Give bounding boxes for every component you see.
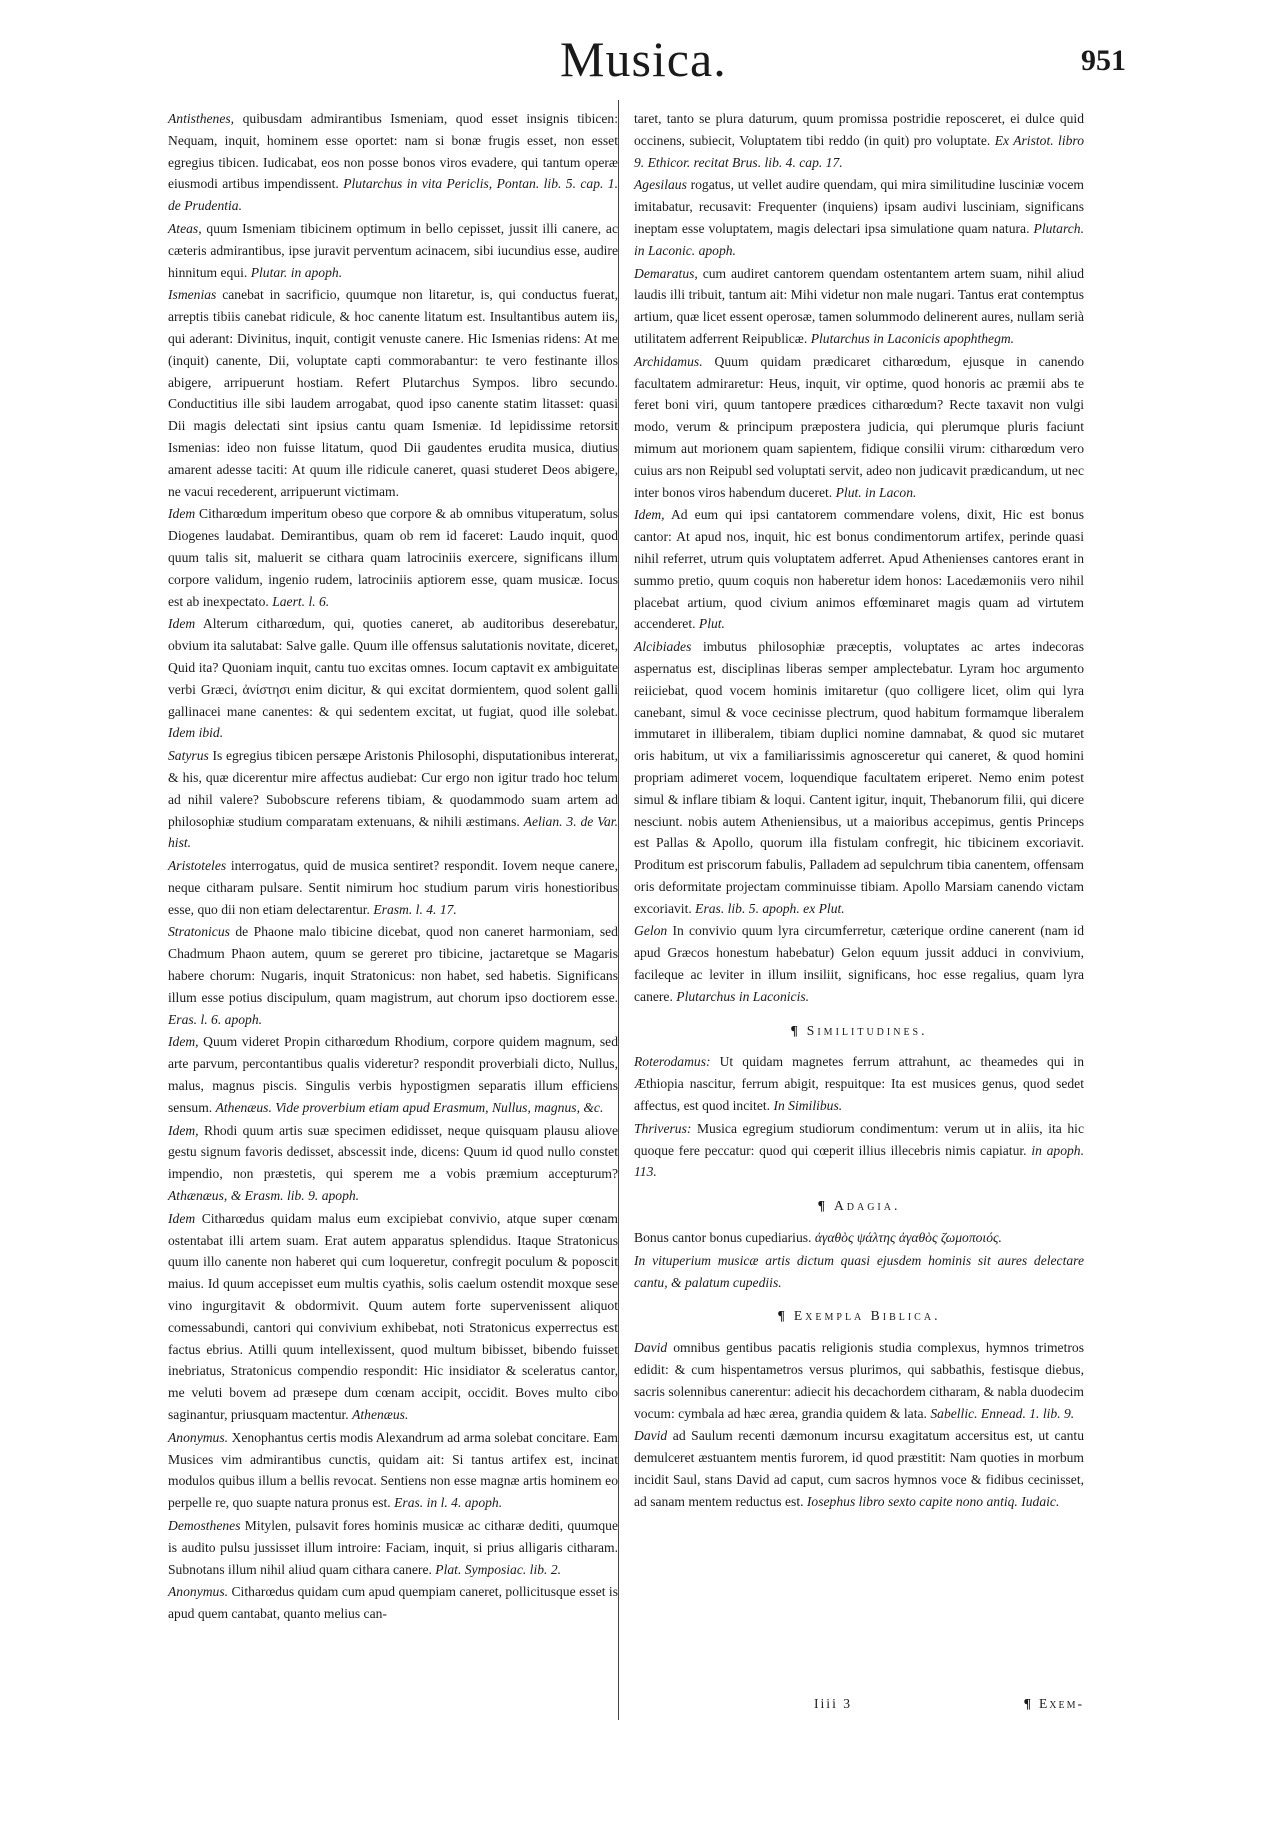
entry (634, 1425, 1084, 1512)
entry-text: Mitylen, pulsavit fores hominis musicæ ac citharæ dediti, quumque is audito pulsu jussisset illum introire: Faciam, inquit, si prius alligaris citharam. Subnotans illum nihil aliud quam cithara canere. (168, 1518, 618, 1577)
entry-name: Anonymus. (168, 1584, 229, 1600)
entry-text: Citharœdum imperitum obeso que corpore & ab omnibus vituperatum, solus Diogenes laudabat. Demirantibus, quam ob rem id faceret: Laudo inquit, quod quum talis sit, maluerit se cithara quam latrociniis exercere, significans illum corpore validum, ingenio rudem, latrociniis aptiorem esse, quam musicæ. Iocus est ab inexpectato. (168, 506, 618, 609)
entry-citation: in apoph. 113. (634, 1142, 1085, 1180)
entry (634, 920, 1084, 1007)
entry-text: imbutus philosophiæ præceptis, voluptates ac artes indecoras aspernatus est, disciplinas liberas semper amplectebatur. Lyram hoc argumento reiiciebat, quod vocem hominis imitaretur (quo colligere licet, olim qui lyra canebant, simul & voce cecinisse plectrum, quod habitum formamque liberalem immutaret in illiberalem, tibiam duplici nomine damnabat, & quod sic mutaret oris habitum, ut vix a familiarissimis agnosceretur qui caneret, & quod homini propriam adimeret vocem, loquendique facultatem eriperet. Nemo enim potest simul & inflare tibiam & loqui. Cantent igitur, inquit, Thebanorum filii, qui dicere nesciunt. nobis autem Atheniensibus, ut a maioribus accepimus, gentis Princeps est Pallas & Apollo, quorum illa fistulam confregit, hic tibicinem excoriavit. Proditum est priscorum fabulis, Palladem ad sepulchrum tibia canentem, offensam oris deformitate projectam comminuisse tibiam. Apollo Marsiam canendo victam excoriavit. (634, 639, 1084, 916)
entry-citation: Eras. lib. 5. apoph. ex Plut. (695, 900, 845, 916)
entry-name: Demosthenes (168, 1518, 241, 1533)
entry-citation: Ex Aristot. libro 9. Ethicor. recitat Brus. lib. 4. cap. 17. (634, 132, 1084, 170)
entry-text: Quum videret Propin citharœdum Rhodium, corpore quidem magnum, sed arte parvum, percontantibus qualis videretur? respondit proverbiali dicto, Nullus, malus, magnus piscis. Singulis verbis hypostigmen separatis illum efficiens sensum. (168, 1034, 618, 1115)
entry (168, 108, 618, 217)
entry (168, 745, 618, 854)
entry (634, 636, 1084, 919)
entry-text: Xenophantus certis modis Alexandrum ad arma solebat concitare. Eam Musices vim admirantibus cunctis, quidam ait: Si tantus artifex est, incinat modulos quibus illum a bellis revocat. Sentiens non esse magnæ artis hominem eo perpelle re, quo suapte natura pronus est. (168, 1429, 618, 1511)
catchword: ¶ Exem- (1023, 1696, 1084, 1711)
entry-citation: Eras. l. 6. apoph. (168, 1011, 263, 1027)
section-heading-adagia: ¶ Adagia. (817, 1198, 901, 1214)
entry (168, 1515, 618, 1580)
entry (634, 108, 1084, 173)
column-divider (618, 100, 619, 1720)
entry (168, 1120, 618, 1207)
pilcrow-icon: ¶ (817, 1198, 828, 1214)
entry-text: cum audiret cantorem quendam ostentantem artem suam, nihil aliud laudis illi tribuit, tantum ait: Mihi videtur non male nugari. Tantus erat contemptus artium, quæ licet essent operosæ, tamen solummodo delinerent aures, nullam serià utilitatem adferrent Reipublicæ. (634, 265, 1084, 346)
page-number: 951 (1081, 44, 1126, 77)
section-heading-exempla: ¶ Exempla Biblica. (777, 1308, 941, 1324)
entry (168, 1031, 618, 1118)
entry-text: Citharœdus quidam cum apud quempiam caneret, pollicitusque esset is apud quem cantabat, quanto melius can- (168, 1584, 619, 1622)
entry-name: David (634, 1428, 668, 1444)
entry-name: Satyrus (168, 748, 209, 764)
entry-text: Citharœdus quidam malus eum excipiebat convivio, atque super cœnam ostentabat illi artem suam. Erat autem apparatus splendidus. Itaque Stratonicus quum illo canente non haberet qui cum loqueretur, confregit poculum & poposcit maius. Id quum accepisset eum multis cyathis, solis caelum ostendit moxque sese vino ingurgitavit & obdormivit. Quum autem forte supervenissent aliquot comessabundi, cantori qui convivium exhibebat, noti Stratonicus experrectus est factus ebrius. Atilli quum intellexissent, quod multum bibisset, bibendo fuisset inebriatus, Stratonicus compendio respondit: Hic insidiator & sceleratus cantor, me veluti bovem ad præsepe dum cœnam accipit, occidit. Boves multo cibo saginantur, priusquam mactentur. (168, 1210, 618, 1423)
entry-citation: Plutarchus in vita Periclis, Pontan. lib. 5. cap. 1. de Prudentia. (168, 176, 618, 214)
entry-text: Musica egregium studiorum condimentum: verum ut in aliis, ita hic quoque fere peccatur: quod qui cœperit illius illecebris nimis capiatur. (634, 1120, 1084, 1158)
entry-citation: Athenæus. Vide proverbium etiam apud Erasmum, Nullus, magnus, &c. (215, 1099, 604, 1115)
entry-text: In convivio quum lyra circumferretur, cæterique ordine canerent (nam id apud Græcos honestum habebatur) Gelon equum jussit adduci in convivium, facileque ac leviter in illum insiliit, significans, hoc esse regalius, quam lyra canere. (634, 923, 1084, 1004)
entry-text: Ut quidam magnetes ferrum attrahunt, ac theamedes qui in Æthiopia nascitur, ferrum abigit, respuitque: Ita est musices genus, quod sedet affectus, est quod incitet. (634, 1054, 1084, 1114)
entry-citation: Idem ibid. (168, 725, 224, 741)
entry-citation: Erasm. l. 4. 17. (373, 901, 457, 917)
entry-citation: Sabellic. Ennead. 1. lib. 9. (930, 1405, 1075, 1421)
entry-citation: Athænæus, & Erasm. lib. 9. apoph. (168, 1188, 360, 1204)
entry-citation: Plutarchus in Laconicis. (676, 988, 810, 1004)
entry (168, 1208, 618, 1426)
entry-citation: Iosephus libro sexto capite nono antiq. Iudaic. (806, 1493, 1060, 1509)
entry-name: Idem, (634, 507, 665, 523)
entry-name: Archidamus. (634, 353, 703, 369)
entry-text: quum Ismeniam tibicinem optimum in bello cepisset, jussit illi canere, ac cæteris admirantibus, ipse juravit perventum acinacem, sibi iucundius esse, audire hinnitum equi. (168, 220, 618, 280)
entry-name: Idem (168, 506, 196, 522)
entry-name: Demaratus, (634, 265, 698, 281)
running-title: Musica. (560, 31, 727, 87)
right-column-entries (634, 108, 1084, 1008)
entry-name: Stratonicus (168, 924, 230, 940)
entry-text: Ad eum qui ipsi cantatorem commendare volens, dixit, Hic est bonus cantor: At apud nos, inquit, hic est bonus condimentorum artifex, perinde quasi nihil referret, utrum quis voluptatem adferret. Apud Athenienses cantores erant in summo pretio, quum coquis non haberetur idem honos: Lacedæmoniis vero nihil placebat artium, quod civium animos effœminaret magis quam ad virtutem accenderet. (634, 507, 1084, 632)
entry-text: canebat in sacrificio, quumque non litaretur, is, qui conductus fuerat, arreptis tibiis canebat ridicule, & hoc canente litatum est. Insultantibus autem iis, qui aderant: Divinitus, inquit, contigit venuste canere. Hic Ismenias ridens: At me (inquit) canente, Dii, voluptate capti commorabantur: te vero festinante illos abigere, arripuerunt hostiam. Refert Plutarchus Sympos. libro secundo. Conductitius ille sibi laudem arrogabat, quod ipso canente statim litasset: quasi Dii magis delectati sint ipsius cantu quam Ismeniæ. Id lepidissime retorsit Ismenias: ideo non fuisse litatum, quod Dii gaudentes erudita musica, diutius amarent adesse taciti: At quum ille ridicule caneret, quasi studeret Deos abigere, ne vacui recederent, arripuerunt victimam. (168, 287, 618, 499)
entry-name: Agesilaus (634, 177, 687, 193)
entry-text: interrogatus, quid de musica sentiret? respondit. Iovem neque canere, neque citharam pulsare. Sentit nimirum hoc studium parum viris honestioribus esse, quo dii non etiam delectarentur. (168, 858, 618, 917)
entry-text: de Phaone malo tibicine dicebat, quod non caneret harmoniam, sed Chadmum Phaon autem, quum se gereret pro tibicine, jactaretque se Magaris habere chorum: Nugaris, inquit Stratonicus: non habet, sed habetis. Significans illum esse potius discipulum, quam magistrum, aut chorum ipso doctiorem esse. (168, 924, 618, 1005)
pilcrow-icon: ¶ (790, 1022, 801, 1038)
entry (634, 1337, 1084, 1424)
entry-text: ad Saulum recenti dæmonum incursu exagitatum accersitus est, ut cantu demulceret æstuantem mentis furorem, id quod præstitit: Nam quoties in morbum incidit Saul, stans David ad caput, cum sacros hymnos voce & fidibus cecinisset, ad sanam mentem reductus est. (634, 1428, 1084, 1509)
page-header (0, 30, 1276, 90)
entry-name: Aristoteles (168, 858, 227, 874)
entry (634, 174, 1084, 261)
entry-text: taret, tanto se plura daturum, quum promissa postridie reposceret, ei dulce quid occinens, subiecit, Voluptatem tibi reddo (in quit) pro voluptate. (634, 111, 1084, 148)
entry-text: rogatus, ut vellet audire quendam, qui mira similitudine lusciniæ vocem imitabatur, recusavit: Frequenter (inquiens) ipsam audivi lusciniam, significans ineptam esse voluptatem, magis delectari ipsa simulatione quam natura. (634, 177, 1084, 236)
entry-citation: Laert. l. 6. (272, 593, 330, 609)
entry-text: Alterum citharœdum, qui, quoties caneret, ab auditoribus deserebatur, obvium ita salutabat: Salve galle. Quum ille offensus salutationis novitate, diceret, Quid ita? Quoniam inquit, cantu tuo excitas omnes. Iocum captavit ex ambiguitate verbi Græci, ἀνίστησι enim dicitur, & qui excitat dormientem, quod solent galli gallinacei mane canentes: & qui sedentem excitat, ut fugiat, quod ille solebat. (168, 616, 618, 719)
adagium-note: In vituperium musicæ artis dictum quasi ejusdem hominis sit aures delectare cantu, & palatum cupediis. (634, 1252, 1084, 1290)
entry-citation: Plutar. in apoph. (250, 264, 343, 280)
adagium-greek: ἀγαθὸς ψάλτης ἀγαθὸς ζωμοποιός. (814, 1230, 1002, 1246)
entry (168, 503, 618, 612)
page-footer (634, 1696, 1084, 1718)
entry-text: Is egregius tibicen persæpe Aristonis Philosophi, disputationibus intererat, & his, quæ dicerentur mire affectus audiebat: Cur ergo non igitur trado hoc telum ad nihil valere? Subobscure referens tibiam, & quodammodo suam artem ad philosophiæ studium comparatam extenuans, & nihili æstimans. (168, 748, 618, 829)
entry-name: Antisthenes, (168, 111, 235, 126)
entry-citation: Plutarchus in Laconicis apophthegm. (810, 330, 1015, 346)
entry-name: Anonymus. (168, 1429, 229, 1445)
entry-citation: Plat. Symposiac. lib. 2. (435, 1561, 562, 1577)
entry-citation: Aelian. 3. de Var. hist. (168, 813, 618, 851)
entry-name: Idem (168, 616, 196, 632)
pilcrow-icon: ¶ (1023, 1696, 1033, 1711)
entry-citation: Plutarch. in Laconic. apoph. (634, 220, 1084, 258)
entry-citation: Plut. (698, 616, 725, 632)
entry-text: Quum quidam prædicaret citharœdum, ejusque in canendo facultatem admiraretur: Heus, inquit, vir optime, quod honoris ac præmii abs te feret boni viri, quum tantopere prædices citharœdum? Recte taxavit non vulgi modo, verum & principum præpostera judicia, qui plerumque pluris faciunt mimum aut morionem quam sapientem, fidique consilii virum: citharœdum vero cuius ars non Reipubl sed voluptati servit, adeo non judicavit prædicandum, ut nec inter bonos viros habendum duceret. (634, 353, 1084, 500)
entry (168, 218, 618, 283)
entry (168, 284, 618, 502)
entry-name: Roterodamus: (634, 1054, 711, 1070)
entry (634, 263, 1084, 350)
exempla-entries (634, 1337, 1084, 1512)
entry (168, 921, 618, 1030)
similitudines-entries (634, 1051, 1084, 1183)
entry-name: Alcibiades (634, 639, 692, 655)
left-column (168, 108, 618, 1626)
section-heading-similitudines: ¶ Similitudines. (790, 1022, 928, 1038)
right-column (634, 108, 1084, 1514)
entry-name: Idem (168, 1210, 196, 1226)
entry (634, 504, 1084, 635)
entry (634, 1051, 1084, 1116)
entry-citation: Eras. in l. 4. apoph. (394, 1495, 503, 1511)
entry (168, 1427, 618, 1514)
entry-citation: Athenæus. (352, 1407, 409, 1423)
entry-name: Ateas, (168, 220, 202, 236)
entry-citation: In Similibus. (773, 1098, 843, 1114)
entry (168, 613, 618, 744)
pilcrow-icon: ¶ (777, 1308, 788, 1324)
entry-text: Rhodi quum artis suæ specimen edidisset, neque quisquam plausu aliove gestu signum favoris dedisset, abscessit inde, dicens: Quum id quod nullo constet impendio, non præstetis, qui sperem me a vobis præmium accepturum? (168, 1122, 618, 1182)
adagium-text: Bonus cantor bonus cupediarius. (634, 1230, 812, 1246)
entry-citation: Plut. in Lacon. (835, 484, 917, 500)
entry-text: omnibus gentibus pacatis religionis studia complexus, hymnos trimetros edidit: & cum hispentametros versus plurimos, qui sabbathis, festisque diebus, sacris solennibus canerentur: adiecit his decachordem citharam, & nabla duodecim vocum: cymbala ad hæc ærea, grandia quidem & lata. (634, 1340, 1084, 1421)
entry-name: Thriverus: (634, 1120, 692, 1136)
entry (168, 855, 618, 920)
entry-name: David (634, 1340, 668, 1356)
entry (634, 1118, 1084, 1183)
entry-name: Idem, (168, 1122, 199, 1138)
entry-name: Idem, (168, 1034, 199, 1050)
adagium (634, 1227, 1084, 1249)
entry-name: Ismenias (168, 287, 217, 303)
entry-text: quibusdam admirantibus Ismeniam, quod esset insignis tibicen: Nequam, inquit, hominem esse oportet: nam si bonæ frugis esset, non esset egregius tibicen. Iudicabat, eos non posse bonos viros evadere, qui tantum operæ eiusmodi artibus impendissent. (168, 111, 618, 192)
entry (168, 1581, 618, 1625)
signature-mark: Iiii 3 (814, 1696, 853, 1711)
entry (634, 351, 1084, 504)
entry-name: Gelon (634, 923, 668, 939)
